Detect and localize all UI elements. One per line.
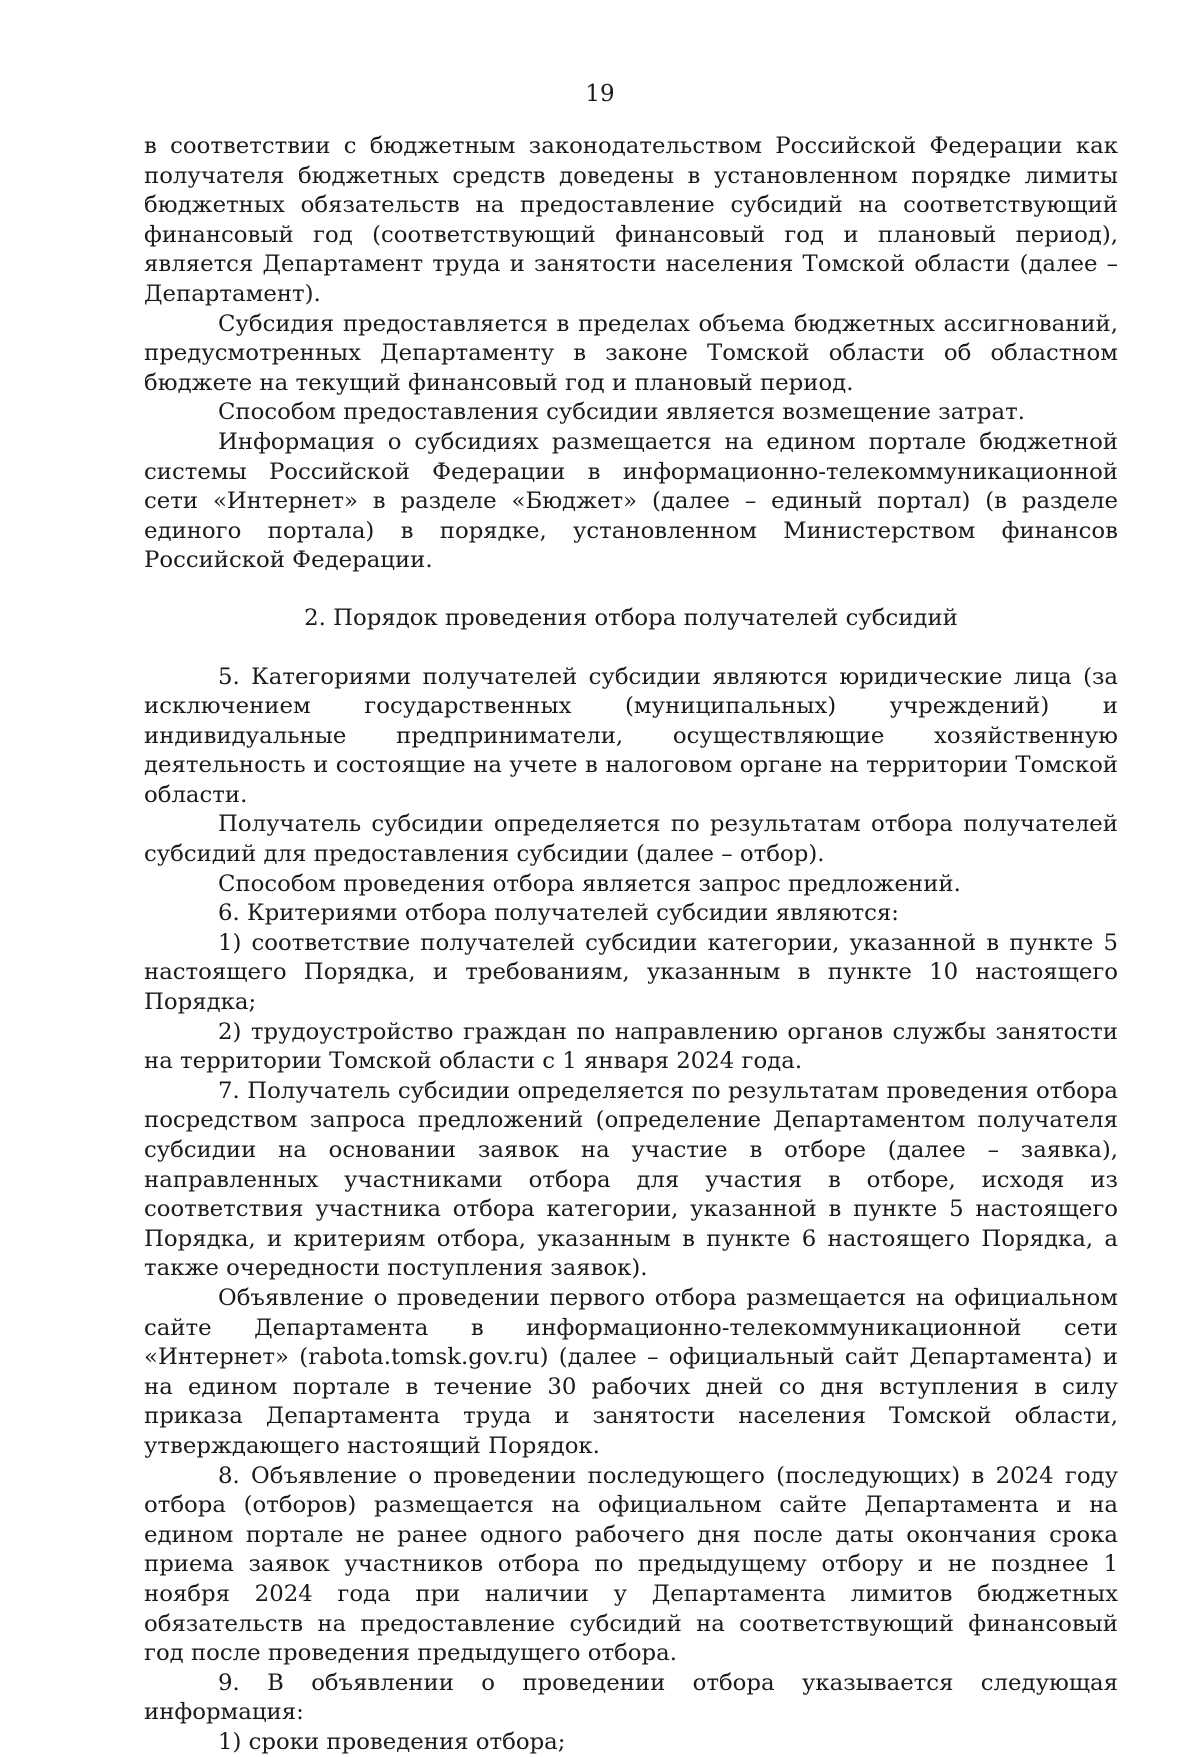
paragraph-first-announcement: Объявление о проведении первого отбора размещается на официальном сайте Департамента в информационно-телекоммуникационной сети «Интернет» (rabota.tomsk.gov.ru) (далее – официальный сайт Департамента) и на едином портале в течение 30 рабочих дней со дня вступления в силу приказа Департамента труда и занятости населения Томской области, утверждающего настоящий Порядок. xyxy=(144,1284,1118,1459)
paragraph-item-6: 6. Критериями отбора получателей субсидии являются: xyxy=(218,900,899,927)
section-heading: 2. Порядок проведения отбора получателей субсидий xyxy=(304,604,958,631)
paragraph-item-9: 9. В объявлении о проведении отбора указывается следующая информация: xyxy=(144,1669,1118,1726)
paragraph-criterion-1: 1) соответствие получателей субсидии категории, указанной в пункте 5 настоящего Порядка, и требованиям, указанным в пункте 10 настоящего Порядка; xyxy=(144,929,1118,1016)
paragraph-intro-continuation: в соответствии с бюджетным законодательством Российской Федерации как получателя бюджетных средств доведены в установленном порядке лимиты бюджетных обязательств на предоставление субсидий на соответствующий финансовый год (соответствующий финансовый год и плановый период), является Департамент труда и занятости населения Томской области (далее – Департамент). xyxy=(144,133,1118,307)
document-body xyxy=(144,132,1118,1757)
paragraph-criterion-2: 2) трудоустройство граждан по направлению органов службы занятости на территории Томской области с 1 января 2024 года. xyxy=(144,1018,1118,1075)
paragraph-item-9-subitem-1: 1) сроки проведения отбора; xyxy=(218,1728,566,1755)
paragraph-recipient-determination: Получатель субсидии определяется по результатам отбора получателей субсидий для предоставления субсидии (далее – отбор). xyxy=(144,811,1118,868)
paragraph-item-7: 7. Получатель субсидии определяется по результатам проведения отбора посредством запроса предложений (определение Департаментом получателя субсидии на основании заявок на участие в отборе (далее – заявка), направленных участниками отбора для участия в отборе, исходя из соответствия участника отбора категории, указанной в пункте 5 настоящего Порядка, и критериям отбора, указанным в пункте 6 настоящего Порядка, а также очередности поступления заявок). xyxy=(144,1077,1118,1282)
paragraph-selection-method: Способом проведения отбора является запрос предложений. xyxy=(218,870,961,897)
paragraph-item-5: 5. Категориями получателей субсидии являются юридические лица (за исключением государственных (муниципальных) учреждений) и индивидуальные предприниматели, осуществляющие хозяйственную деятельность и состоящие на учете в налоговом органе на территории Томской области. xyxy=(144,663,1118,808)
paragraph-subsidy-method: Способом предоставления субсидии является возмещение затрат. xyxy=(218,399,1025,426)
page-number: 19 xyxy=(585,81,615,107)
paragraph-item-8: 8. Объявление о проведении последующего (последующих) в 2024 году отбора (отборов) размещается на официальном сайте Департамента и на едином портале не ранее одного рабочего дня после даты окончания срока приема заявок участников отбора по предыдущему отбору и не позднее 1 ноября 2024 года при наличии у Департамента лимитов бюджетных обязательств на предоставление субсидий на соответствующий финансовый год после проведения предыдущего отбора. xyxy=(144,1462,1118,1667)
paragraph-subsidy-info: Информация о субсидиях размещается на едином портале бюджетной системы Российской Федерации в информационно-телекоммуникационной сети «Интернет» в разделе «Бюджет» (далее – единый портал) (в разделе единого портала) в порядке, установленном Министерством финансов Российской Федерации. xyxy=(144,428,1118,574)
paragraph-subsidy-limits: Субсидия предоставляется в пределах объема бюджетных ассигнований, предусмотренных Департаменту в законе Томской области об областном бюджете на текущий финансовый год и плановый период. xyxy=(144,310,1118,396)
